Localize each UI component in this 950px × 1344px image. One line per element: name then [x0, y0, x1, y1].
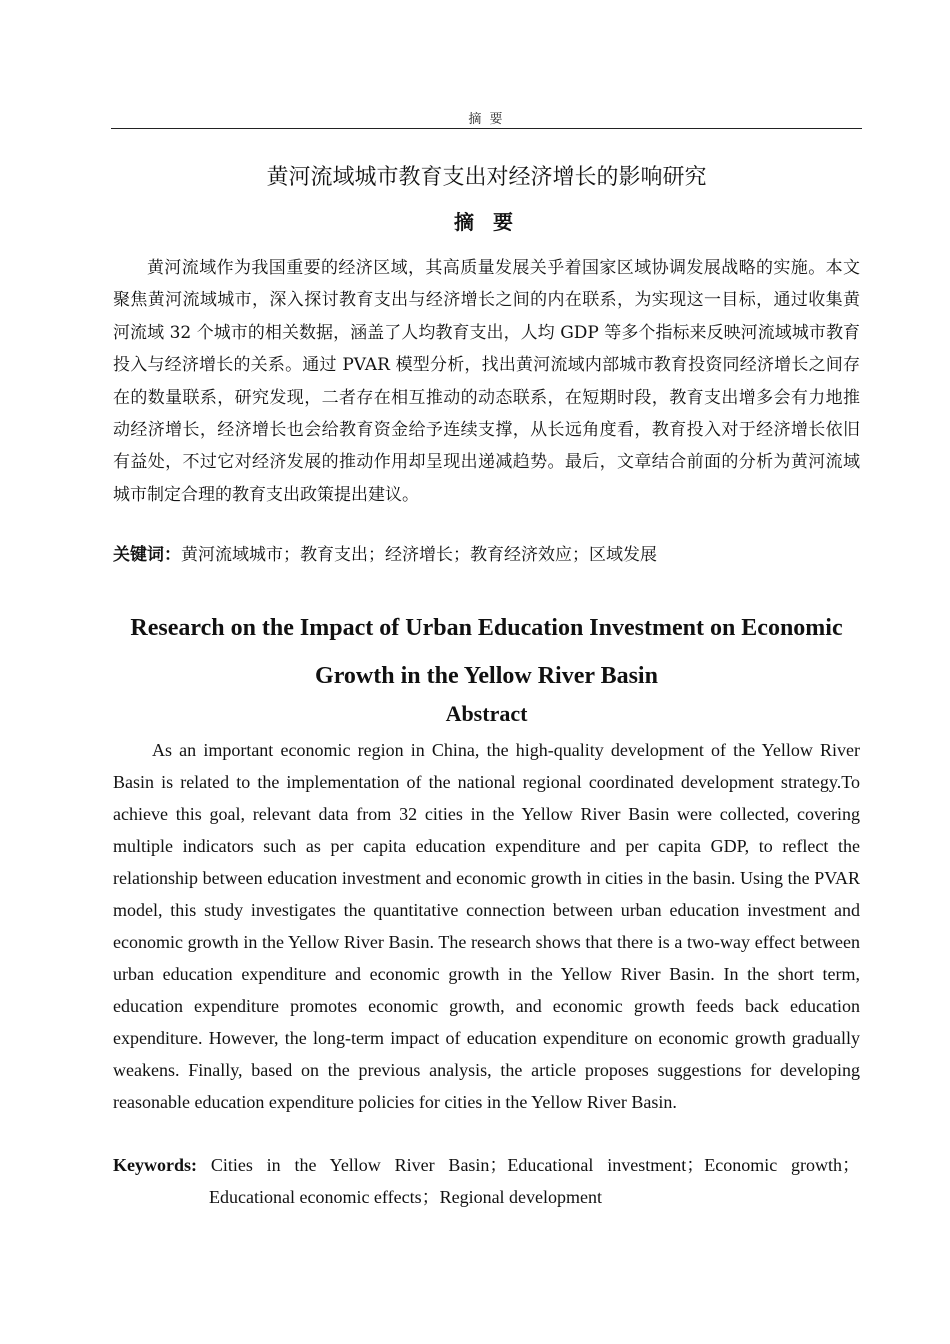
chinese-abstract-heading: 摘 要: [454, 210, 519, 234]
running-header: 摘 要: [468, 112, 505, 127]
english-abstract-body: As an important economic region in China, the high-quality development of the Yellow River Basin is related to the implementation of the national regional coordinated development strategy.To achieve this goal, relevant data from 32 cities in the Yellow River Basin were collected, covering multiple indicators such as per capita education expenditure and per capita GDP, to reflect the relationship between education investment and economic growth in cities in the basin. Using the PVAR model, this study investigates the quantitative connection between urban education investment and economic growth in the Yellow River Basin. The research shows that there is a two-way effect between urban education expenditure and economic growth in the Yellow River Basin. In the short term, education expenditure promotes economic growth, and economic growth feeds back education expenditure. However, the long-term impact of education expenditure on economic growth gradually weakens. Finally, based on the previous analysis, the article proposes suggestions for developing reasonable education expenditure policies for cities in the Yellow River Basin.: [113, 740, 860, 1112]
english-title: Research on the Impact of Urban Education Investment on Economic Growth in the Yellow River Basin: [130, 615, 843, 689]
english-keywords-label: Keywords:: [113, 1155, 197, 1175]
chinese-abstract-body: 黄河流域作为我国重要的经济区域，其高质量发展关乎着国家区域协调发展战略的实施。本文聚焦黄河流域城市，深入探讨教育支出与经济增长之间的内在联系，为实现这一目标，通过收集黄河流域 32 个城市的相关数据，涵盖了人均教育支出，人均 GDP 等多个指标来反映河流域城市教育投入与经济增长的关系。通过 PVAR 模型分析，找出黄河流域内部城市教育投资同经济增长之间存在的数量联系，研究发现，二者存在相互推动的动态联系，在短期时段，教育支出增多会有力地推动经济增长，经济增长也会给教育资金给予连续支撑，从长远角度看，教育投入对于经济增长依旧有益处，不过它对经济发展的推动作用却呈现出递减趋势。最后，文章结合前面的分析为黄河流域城市制定合理的教育支出政策提出建议。: [113, 258, 860, 505]
english-keywords-text: Cities in the Yellow River Basin；Educational investment；Economic growth；Educational economic effects；Regional development: [209, 1155, 860, 1207]
header-rule: [111, 128, 862, 129]
chinese-keywords-text: 黄河流域城市；教育支出；经济增长；教育经济效应；区域发展: [181, 545, 657, 565]
chinese-title: 黄河流域城市教育支出对经济增长的影响研究: [266, 165, 707, 190]
english-keywords: [113, 1149, 860, 1213]
english-abstract-heading: Abstract: [445, 701, 528, 726]
chinese-keywords-label: 关键词：: [113, 545, 181, 565]
chinese-keywords: [113, 539, 860, 571]
